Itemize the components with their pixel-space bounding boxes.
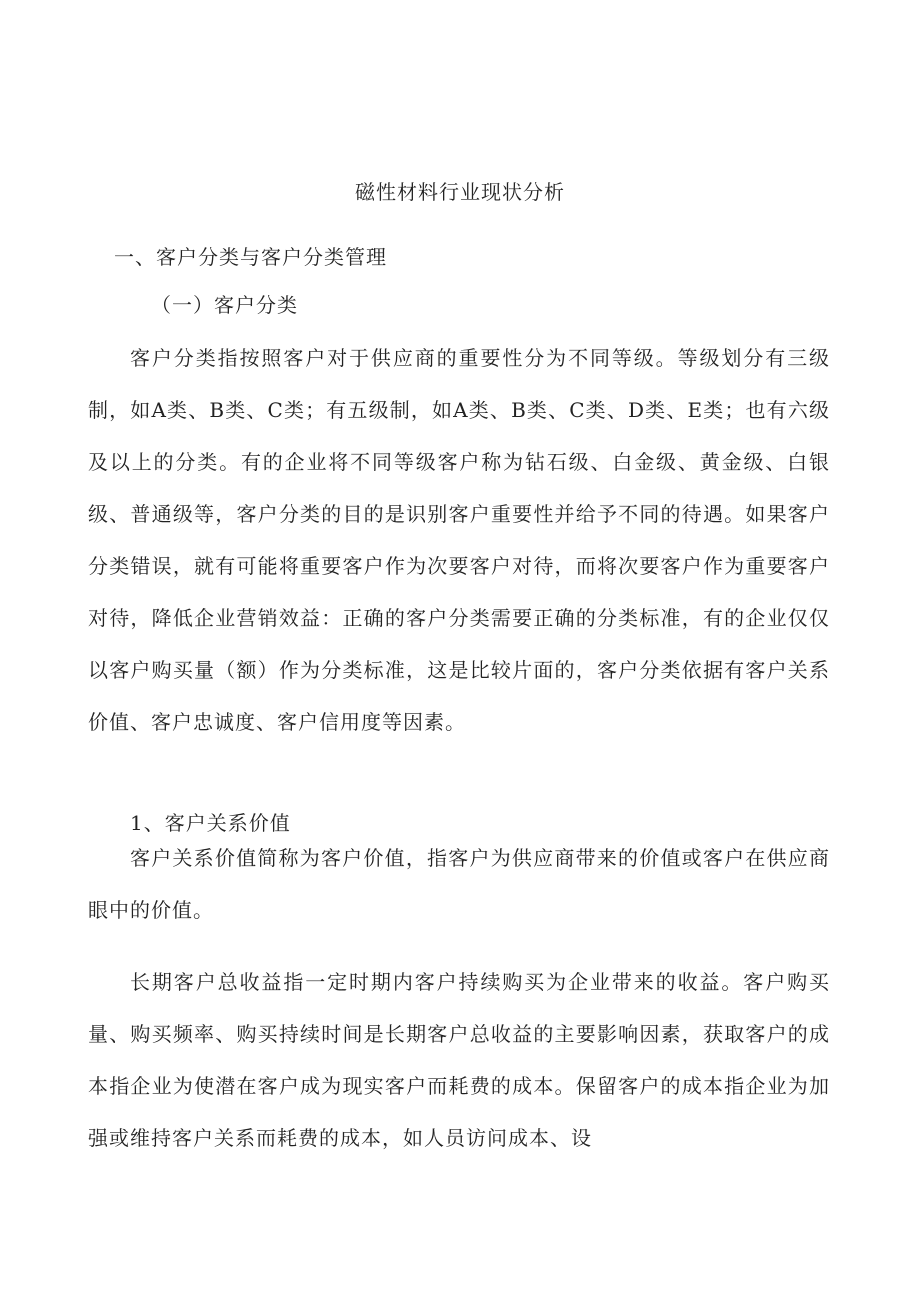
subsection-heading: （一）客户分类 [151, 293, 298, 317]
section-heading: 一、客户分类与客户分类管理 [114, 245, 387, 269]
paragraph-long-term-revenue: 长期客户总收益指一定时期内客户持续购买为企业带来的收益。客户购买量、购买频率、购买持续时间是长期客户总收益的主要影响因素，获取客户的成本指企业为使潜在客户成为现实客户而耗费的成本。保留客户的成本指企业为加强或维持客户关系而耗费的成本，如人员访问成本、设 [88, 970, 830, 1150]
item-heading: 1、客户关系价值 [130, 811, 291, 835]
paragraph-customer-classification: 客户分类指按照客户对于供应商的重要性分为不同等级。等级划分有三级制，如A类、B类、C类；有五级制，如A类、B类、C类、D类、E类；也有六级及以上的分类。有的企业将不同等级客户称为钻石级、白金级、黄金级、白银级、普通级等，客户分类的目的是识别客户重要性并给予不同的待遇。如果客户分类错误，就有可能将重要客户作为次要客户对待，而将次要客户作为重要客户对待，降低企业营销效益：正确的客户分类需要正确的分类标准，有的企业仅仅以客户购买量（额）作为分类标准，这是比较片面的，客户分类依据有客户关系价值、客户忠诚度、客户信用度等因素。 [88, 346, 830, 734]
paragraph-customer-value: 客户关系价值简称为客户价值，指客户为供应商带来的价值或客户在供应商眼中的价值。 [88, 846, 830, 922]
document-title: 磁性材料行业现状分析 [355, 180, 565, 204]
